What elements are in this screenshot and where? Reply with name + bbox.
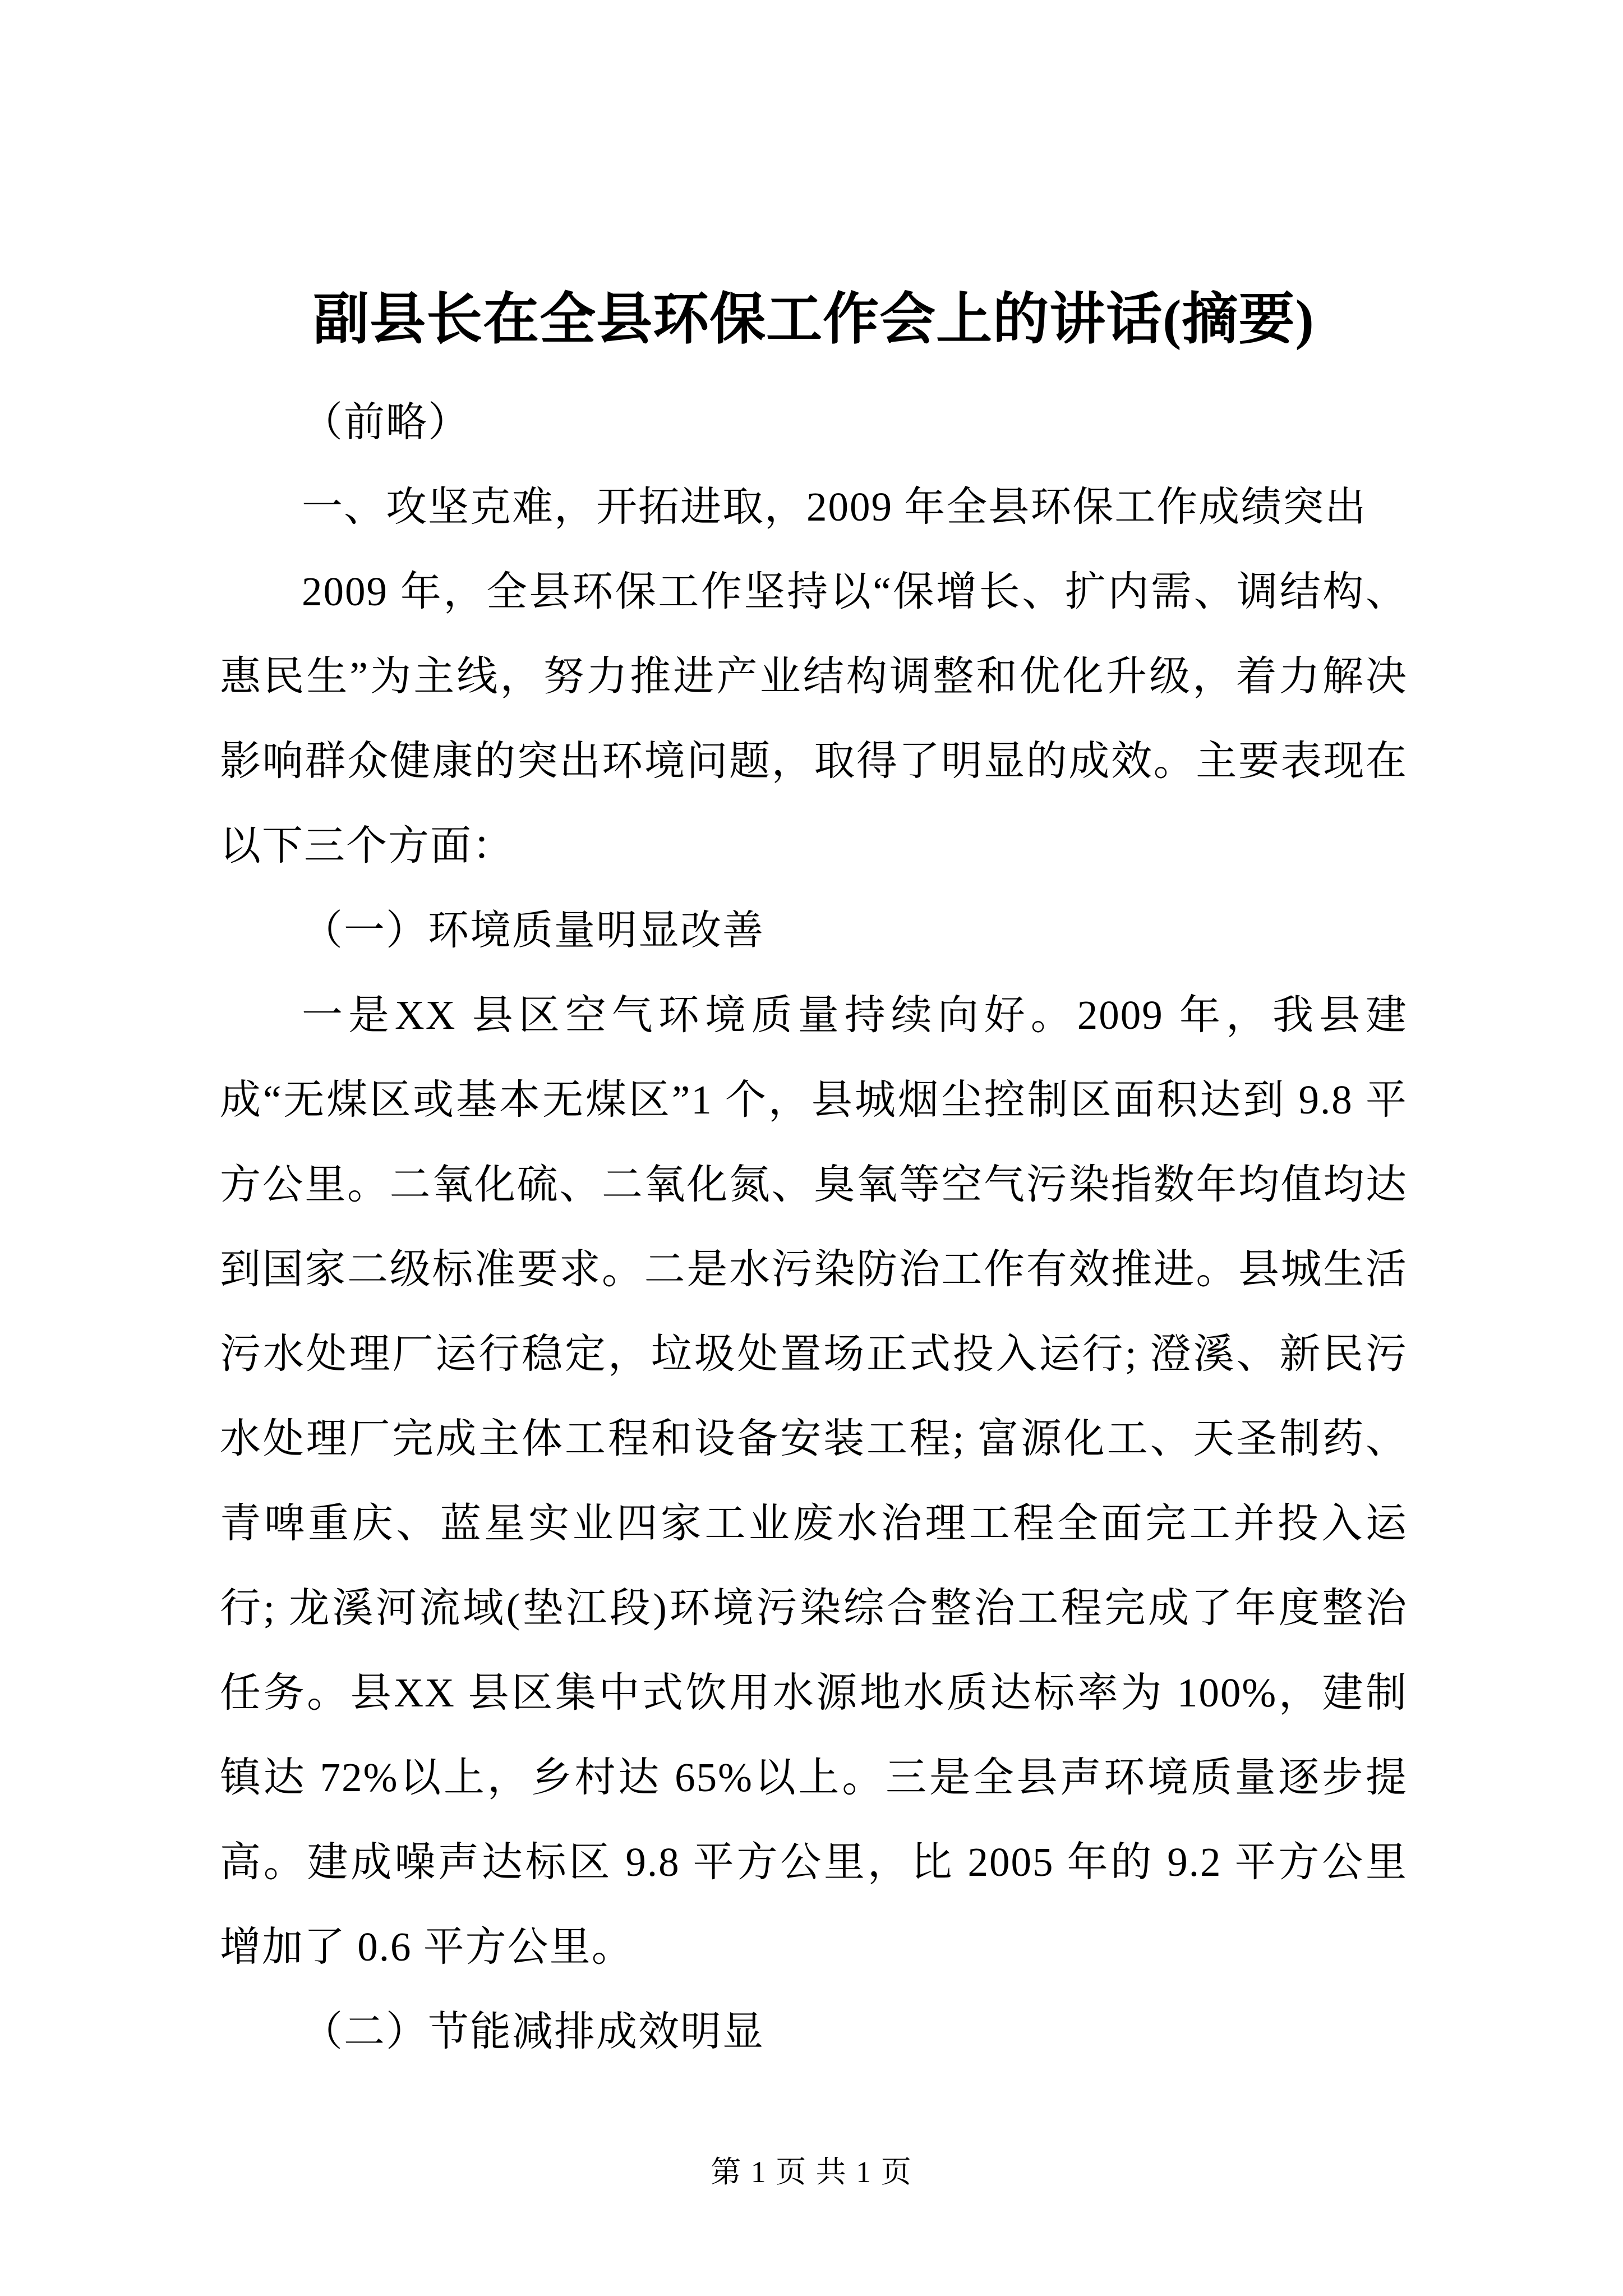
- paragraph-subheading-2: （二）节能减排成效明显: [302, 2009, 764, 2054]
- paragraph-preamble: （前略）: [302, 399, 470, 445]
- document-title: 副县长在全县环保工作会上的讲话(摘要): [313, 288, 1315, 351]
- paragraph-overview: 2009 年，全县环保工作坚持以“保增长、扩内需、调结构、惠民生”为主线，努力推进产业结构调整和优化升级，着力解决影响群众健康的突出环境问题，取得了明显的成效。主要表现在以下三个方面：: [220, 569, 1408, 868]
- document-body: [220, 283, 1408, 2074]
- paragraph-environment-quality: 一是XX 县区空气环境质量持续向好。2009 年，我县建成“无煤区或基本无煤区”1 个，县城烟尘控制区面积达到 9.8 平方公里。二氧化硫、二氧化氮、臭氧等空气污染指数年均值均达到国家二级标准要求。二是水污染防治工作有效推进。县城生活污水处理厂运行稳定，垃圾处置场正式投入运行; 澄溪、新民污水处理厂完成主体工程和设备安装工程; 富源化工、天圣制药、青啤重庆、蓝星实业四家工业废水治理工程全面完工并投入运行; 龙溪河流域(垫江段)环境污染综合整治工程完成了年度整治任务。县XX 县区集中式饮用水源地水质达标率为 100%，建制镇达 72%以上，乡村达 65%以上。三是全县声环境质量逐步提高。建成噪声达标区 9.8 平方公里，比 2005 年的 9.2 平方公里增加了 0.6 平方公里。: [220, 992, 1408, 1970]
- paragraph-subheading-1: （一）环境质量明显改善: [302, 908, 764, 953]
- page-footer: 第 1 页 共 1 页: [711, 2155, 912, 2189]
- paragraph-section-heading-1: 一、攻坚克难，开拓进取，2009 年全县环保工作成绩突出: [302, 484, 1367, 530]
